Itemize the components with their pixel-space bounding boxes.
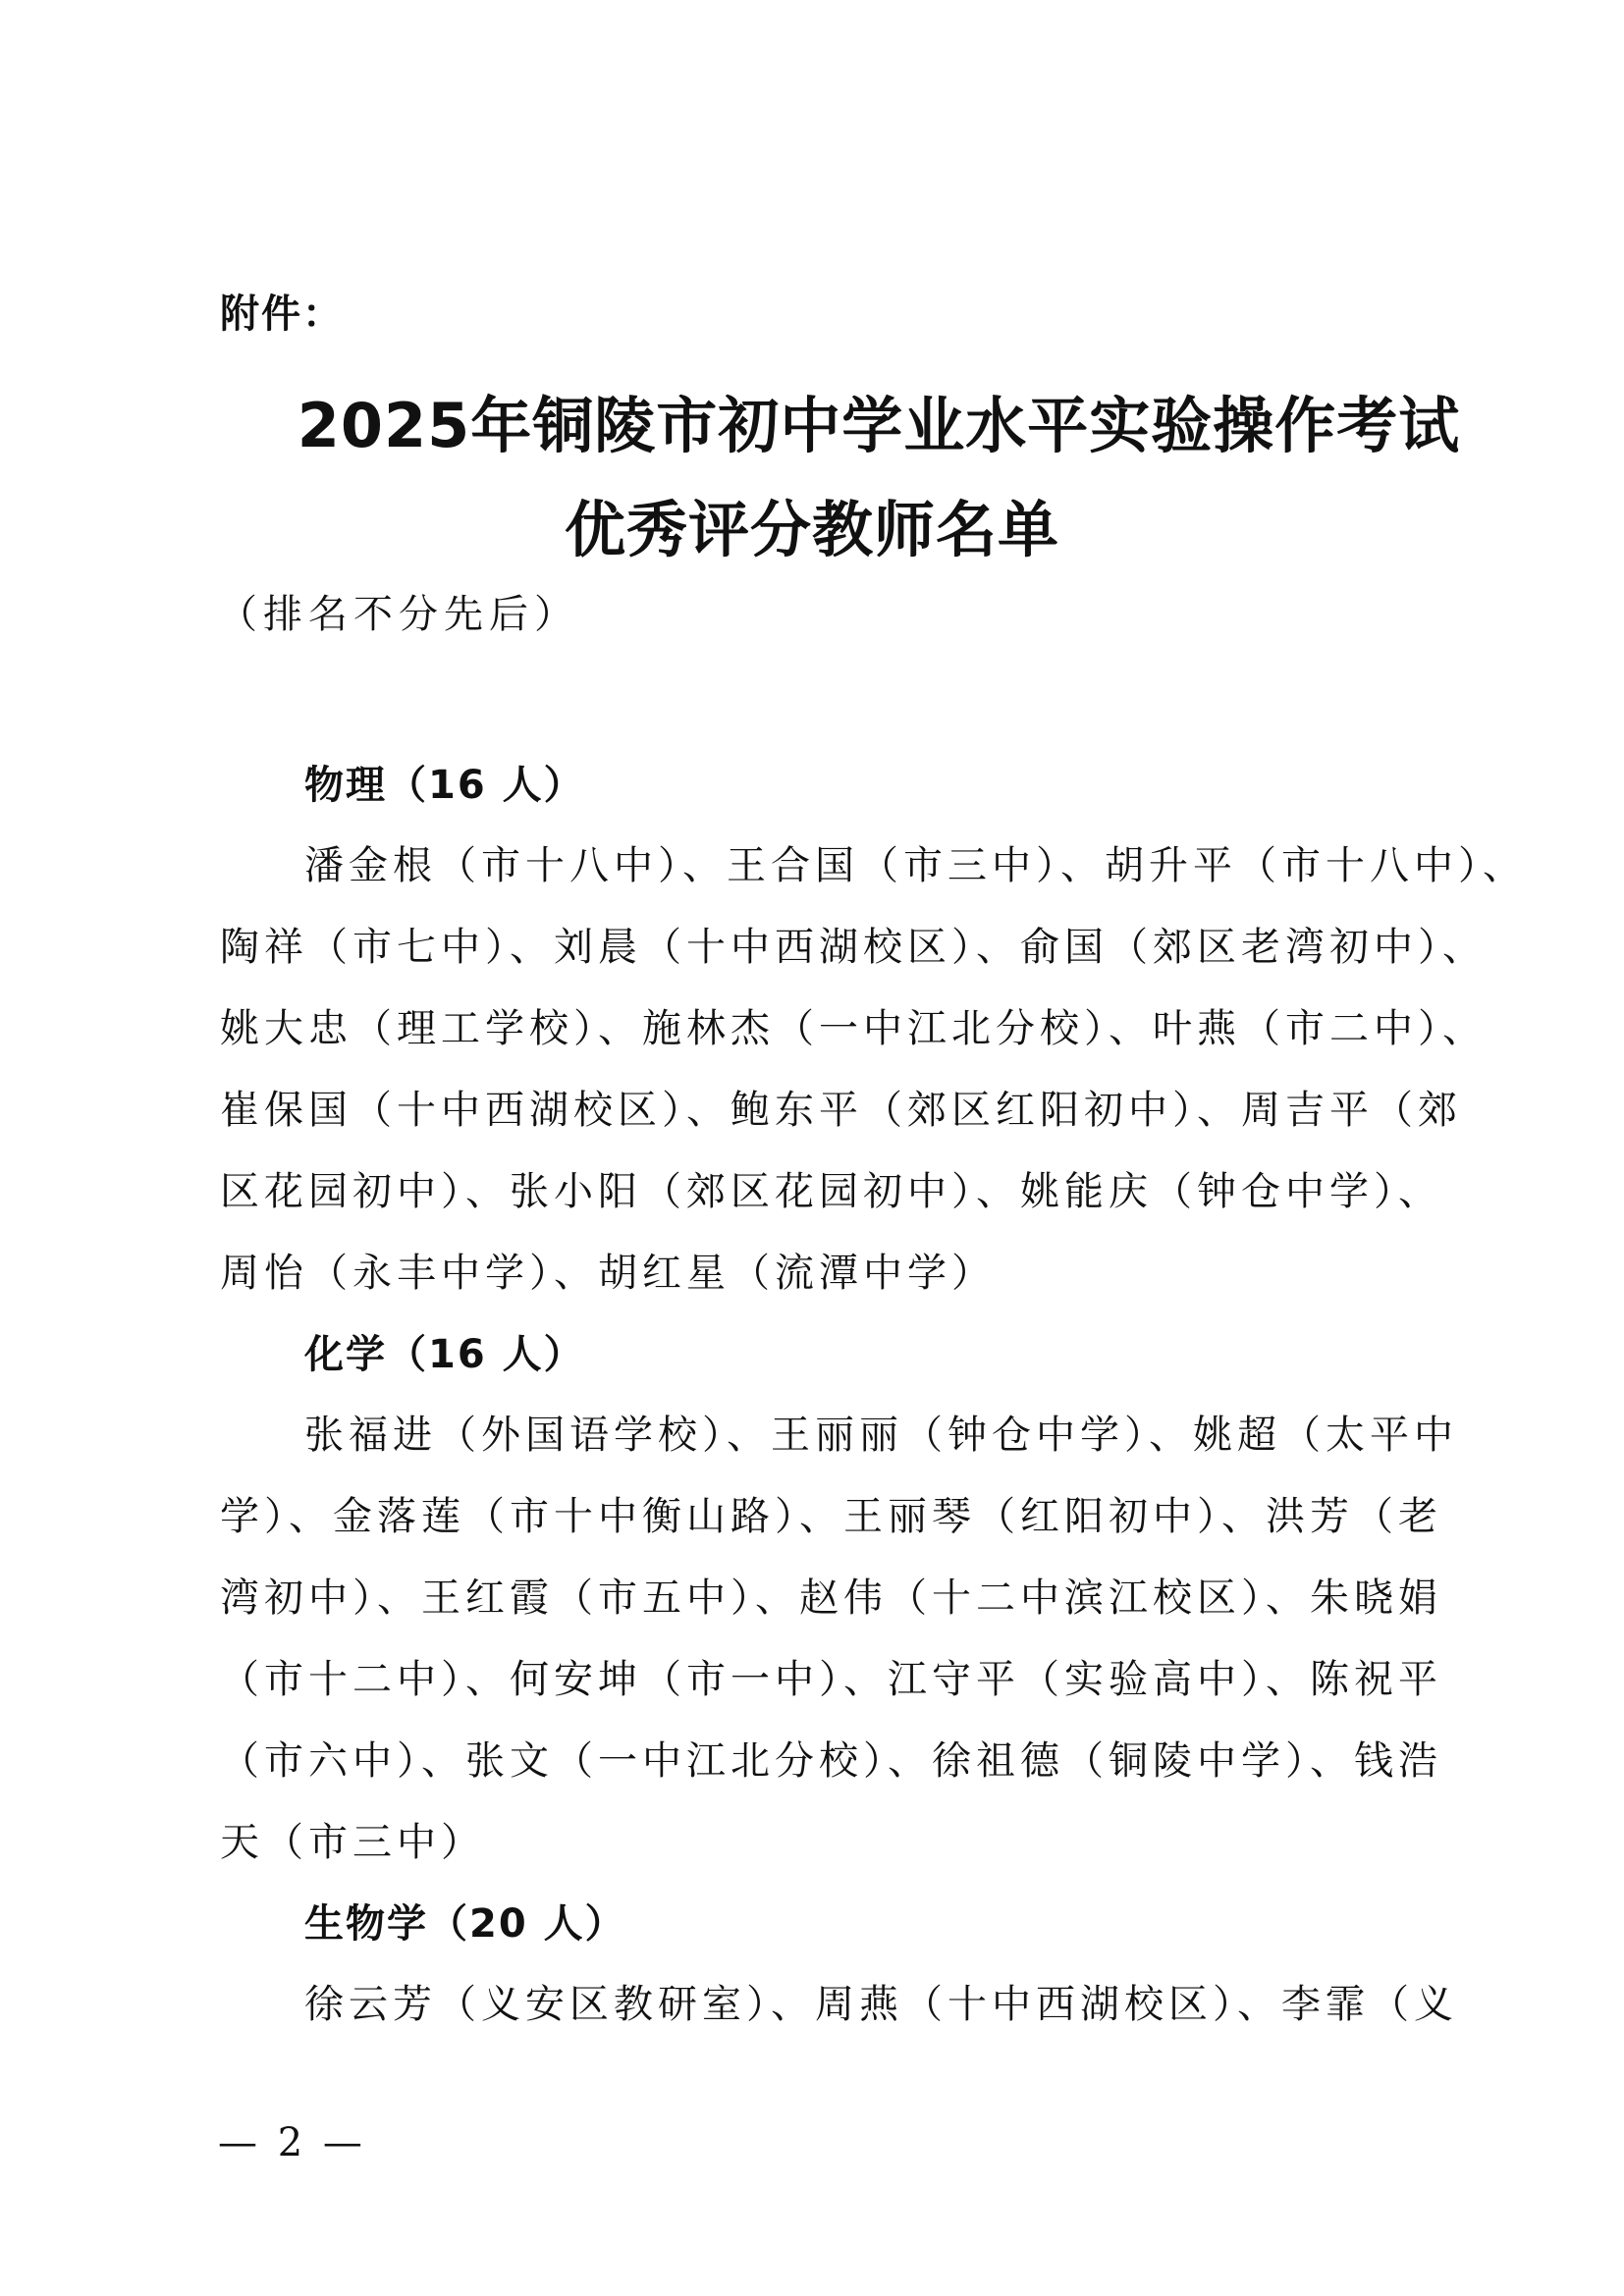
chemistry-line: （市十二中）、何安坤（市一中）、江守平（实验高中）、陈祝平 — [220, 1657, 1442, 1702]
chemistry-line: （市六中）、张文（一中江北分校）、徐祖德（铜陵中学）、钱浩 — [220, 1738, 1442, 1784]
physics-line: 姚大忠（理工学校）、施林杰（一中江北分校）、叶燕（市二中）、 — [220, 1006, 1487, 1051]
physics-line: 周怡（永丰中学）、胡红星（流潭中学） — [220, 1251, 996, 1296]
chemistry-line: 天（市三中） — [220, 1820, 485, 1865]
section-heading-biology: 生物学（20 人） — [304, 1901, 626, 1947]
physics-line: 潘金根（市十八中）、王合国（市三中）、胡升平（市十八中）、 — [304, 843, 1527, 888]
chemistry-line: 学）、金落莲（市十中衡山路）、王丽琴（红阳初中）、洪芳（老 — [220, 1494, 1442, 1539]
section-heading-physics: 物理（16 人） — [304, 763, 585, 808]
page-title: 2025年铜陵市初中学业水平实验操作考试 — [297, 390, 1461, 461]
chemistry-line: 张福进（外国语学校）、王丽丽（钟仓中学）、姚超（太平中 — [304, 1413, 1458, 1458]
chemistry-line: 湾初中）、王红霞（市五中）、赵伟（十二中滨江校区）、朱晓娟 — [220, 1575, 1442, 1621]
ordering-note: （排名不分先后） — [218, 592, 579, 637]
physics-line: 陶祥（市七中）、刘晨（十中西湖校区）、俞国（郊区老湾初中）、 — [220, 925, 1487, 970]
physics-line: 区花园初中）、张小阳（郊区花园初中）、姚能庆（钟仓中学）、 — [220, 1169, 1442, 1214]
physics-line: 崔保国（十中西湖校区）、鲍东平（郊区红阳初中）、周吉平（郊 — [220, 1088, 1462, 1133]
biology-line: 徐云芳（义安区教研室）、周燕（十中西湖校区）、李霏（义 — [304, 1982, 1458, 2027]
page-subtitle: 优秀评分教师名单 — [564, 494, 1059, 565]
section-heading-chemistry: 化学（16 人） — [304, 1332, 585, 1377]
attachment-label: 附件： — [220, 292, 344, 337]
page-number: — 2 — — [218, 2120, 366, 2165]
